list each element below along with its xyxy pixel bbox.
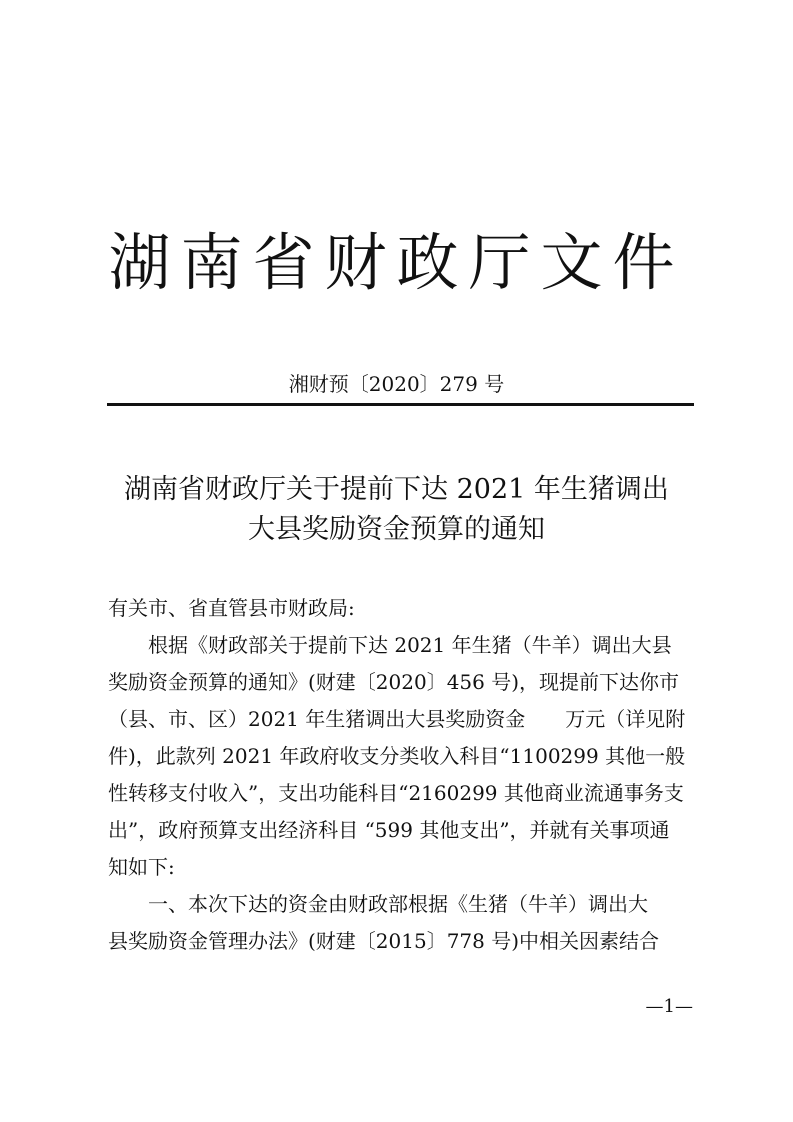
body-line: 根据《财政部关于提前下达 2021 年生猪（牛羊）调出大县 — [148, 633, 672, 657]
notice-title — [100, 470, 693, 550]
document-number: 湘财预〔2020〕279 号 — [288, 372, 505, 396]
body-line: 出”，政府预算支出经济科目 “599 其他支出”，并就有关事项通 — [108, 818, 670, 842]
body-line: 奖励资金预算的通知》(财建〔2020〕456 号)，现提前下达你市 — [108, 670, 680, 694]
body-line: 县奖励资金管理办法》(财建〔2015〕778 号)中相关因素结合 — [108, 929, 660, 953]
page-number: —1— — [645, 996, 693, 1017]
notice-title-line-1: 湖南省财政厅关于提前下达 2021 年生猪调出 — [124, 474, 669, 505]
body-line: 性转移支付收入”，支出功能科目“2160299 其他商业流通事务支 — [108, 781, 684, 805]
issuing-authority-title: 湖南省财政厅文件 — [108, 226, 685, 299]
notice-title-line-2: 大县奖励资金预算的通知 — [248, 514, 545, 545]
body-line: （县、市、区）2021 年生猪调出大县奖励资金 万元（详见附 — [108, 707, 686, 731]
body-line: 一、本次下达的资金由财政部根据《生猪（牛羊）调出大 — [148, 892, 648, 916]
body-line: 件)，此款列 2021 年政府收支分类收入科目“1100299 其他一般 — [108, 744, 686, 768]
notice-body — [108, 590, 694, 960]
salutation: 有关市、省直管县市财政局: — [108, 596, 355, 620]
header-divider — [107, 403, 694, 406]
body-line: 知如下: — [108, 855, 175, 879]
